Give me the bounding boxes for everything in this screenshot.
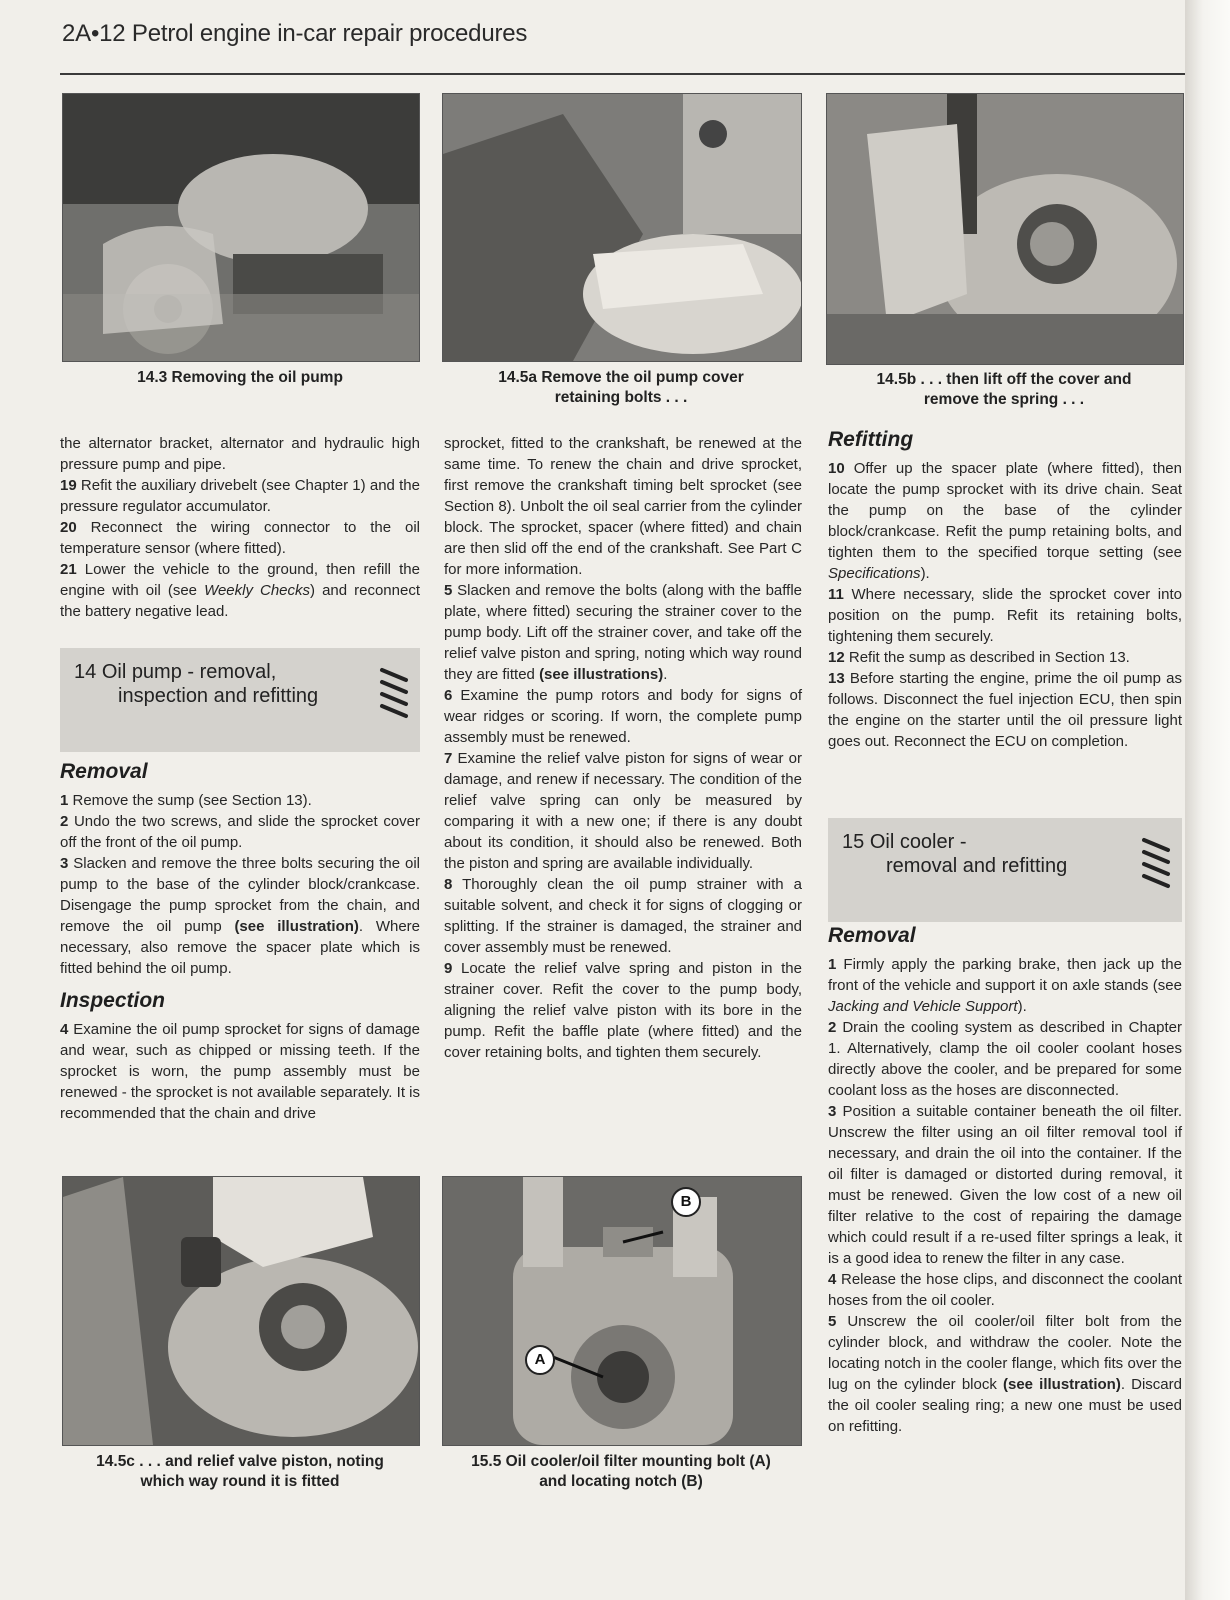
col3-paragraph-q5 (828, 1311, 1182, 1437)
step-text: Slacken and remove the three bolts securing the oil pump to the base of the cylinder block/crankcase. Disengage the pump sprocket from the chain, and remove the oil pump (60, 855, 420, 935)
step-text: Before starting the engine, prime the oil pump as follows. Disconnect the fuel injection ECU, then spin the engine on the starter until the oil pressure light goes out. Reconnect the ECU on completion. (828, 670, 1182, 750)
step-number: 4 (60, 1021, 69, 1038)
step-text: . Where necessary, also remove the spacer plate which is fitted behind the oil pump. (60, 918, 420, 977)
caption-14-3: 14.3 Removing the oil pump (137, 369, 343, 386)
photo-15-5 (442, 1176, 802, 1446)
step-number: 20 (60, 519, 77, 536)
photo-15-5-image (443, 1177, 801, 1445)
step-number: 19 (60, 477, 77, 494)
step-number: 10 (828, 460, 845, 477)
section-title: Oil cooler - (869, 831, 967, 853)
step-text: Unscrew the oil cooler/oil filter bolt from the cylinder block, and withdraw the cooler. Note the locating notch in the cooler flange, which fits over the lug on the cylinder block (828, 1313, 1182, 1393)
caption-14-5a (442, 368, 800, 408)
caption-14-5a-line1: 14.5a Remove the oil pump cover (498, 369, 744, 386)
step-number: 13 (828, 670, 845, 687)
col1-paragraph-1 (60, 790, 420, 811)
col3-paragraph-q4 (828, 1269, 1182, 1311)
caption-15-5 (442, 1452, 800, 1492)
removal-heading-15: Removal (828, 924, 916, 947)
caption-14-5a-line2: retaining bolts . . . (554, 389, 688, 406)
col3-paragraph-q3 (828, 1101, 1182, 1269)
col2-paragraph-6 (444, 685, 802, 748)
column-3-lower (828, 922, 1182, 1437)
difficulty-spanner-icon (1140, 832, 1172, 892)
section-15-heading (828, 818, 1182, 922)
section-14-title-line1 (74, 660, 406, 684)
step-text: Firmly apply the parking brake, then jack up the front of the vehicle and support it on axle stands (see (828, 956, 1182, 994)
step-number: 12 (828, 649, 845, 666)
step-text: ) and reconnect the battery negative lead. (60, 582, 421, 620)
step-text: . (663, 666, 668, 683)
column-3 (828, 426, 1182, 752)
step-text-italic: Weekly Checks (204, 582, 311, 599)
removal-heading: Removal (60, 760, 148, 783)
step-text: Examine the pump rotors and body for signs of wear ridges or scoring. If worn, the complete pump assembly must be renewed. (444, 687, 802, 746)
step-text: Release the hose clips, and disconnect the coolant hoses from the oil cooler. (828, 1271, 1182, 1309)
caption-14-5b (826, 370, 1182, 410)
col2-paragraph-5 (444, 580, 802, 685)
col1-paragraph-2 (60, 811, 420, 853)
illustration-reference: (see illustration) (1002, 1376, 1121, 1393)
step-text: Refit the sump as described in Section 13. (844, 649, 1130, 666)
col2-paragraph-8 (444, 874, 802, 958)
step-text: Reconnect the wiring connector to the oil temperature sensor (where fitted). (60, 519, 420, 557)
illustration-reference: (see illustrations) (539, 666, 664, 683)
difficulty-spanner-icon (378, 662, 410, 722)
callout-a: A (525, 1345, 555, 1375)
column-2 (444, 433, 802, 1063)
header-rule (60, 73, 1185, 75)
step-number: 6 (444, 687, 453, 704)
step-number: 9 (444, 960, 453, 977)
step-text: ). (1017, 998, 1027, 1015)
step-text: ). (920, 565, 930, 582)
caption-14-5b-line1: 14.5b . . . then lift off the cover and (876, 371, 1132, 388)
step-text: Remove the sump (see Section 13). (68, 792, 312, 809)
col3-paragraph-q1 (828, 954, 1182, 1017)
step-text: Locate the relief valve spring and piston in the strainer cover. Refit the cover to the pump body, aligning the relief valve piston with its bore in the pump. Refit the baffle plate (where fitted) and the cover retaining bolts, and tighten them securely. (444, 960, 802, 1061)
step-number: 5 (828, 1313, 837, 1330)
step-number: 2 (828, 1019, 837, 1036)
section-14-heading (60, 648, 420, 752)
step-text: Lower the vehicle to the ground, then refill the engine with oil (see (60, 561, 420, 599)
caption-14-5c-line1: 14.5c . . . and relief valve piston, noting (96, 1453, 384, 1470)
step-number: 21 (60, 561, 77, 578)
step-number: 5 (444, 582, 453, 599)
step-text: Thoroughly clean the oil pump strainer with a suitable solvent, and check it for signs of clogging or splitting. If the strainer is damaged, the strainer and cover assembly must be renewed. (444, 876, 802, 956)
col2-paragraph-9 (444, 958, 802, 1063)
step-number: 3 (828, 1103, 837, 1120)
photo-14-5c-image (63, 1177, 419, 1445)
photo-14-3-image (63, 94, 419, 361)
step-text: Slacken and remove the bolts (along with the baffle plate, where fitted) securing the strainer cover to the pump body. Lift off the strainer cover, and take off the relief valve piston and spring, noting which way round they are fitted (444, 582, 802, 683)
section-15-title-line1 (842, 830, 1168, 854)
section-14-title-line2: inspection and refitting (118, 685, 319, 707)
step-text: Drain the cooling system as described in Chapter 1. Alternatively, clamp the oil cooler coolant hoses directly above the cooler, and be prepared for some coolant loss as the hoses are disconnected. (828, 1019, 1182, 1099)
col1-paragraph-20 (60, 517, 420, 559)
photo-14-3 (62, 93, 420, 362)
illustration-reference: (see illustration) (234, 918, 359, 935)
step-text: Examine the oil pump sprocket for signs of damage and wear, such as chipped or missing teeth. If the sprocket is worn, the pump assembly must be renewed - the sprocket is not available separately. It is recommended that the chain and drive (60, 1021, 420, 1122)
col3-paragraph-q2 (828, 1017, 1182, 1101)
step-number: 7 (444, 750, 453, 767)
section-title: Oil pump - removal, (101, 661, 277, 683)
col1-paragraph-cont: the alternator bracket, alternator and hydraulic high pressure pump and pipe. (60, 435, 420, 473)
col3-paragraph-13 (828, 668, 1182, 752)
caption-15-5-line1: 15.5 Oil cooler/oil filter mounting bolt (A) (471, 1453, 771, 1470)
step-text: Examine the relief valve piston for signs of wear or damage, and renew if necessary. The condition of the relief valve spring can only be measured by comparing it with a new one; if there is any doubt about its condition, it should also be renewed. Both the piston and spring are available individually. (444, 750, 802, 872)
photo-14-5b (826, 93, 1184, 365)
section-15-title-line2: removal and refitting (886, 855, 1068, 877)
inspection-heading: Inspection (60, 989, 166, 1012)
photo-14-5b-image (827, 94, 1183, 364)
col3-paragraph-10 (828, 458, 1182, 584)
photo-14-5c (62, 1176, 420, 1446)
step-number: 11 (828, 586, 844, 603)
col1-paragraph-19 (60, 475, 420, 517)
col2-paragraph-cont: sprocket, fitted to the crankshaft, be renewed at the same time. To renew the chain and drive sprocket, first remove the crankshaft timing belt sprocket (see Section 8). Unbolt the oil seal carrier from the cylinder block. The sprocket, spacer (where fitted) and chain are then slid off the end of the crankshaft. See Part C for more information. (444, 435, 802, 578)
col1-paragraph-3 (60, 853, 420, 979)
step-number: 3 (60, 855, 69, 872)
step-text: Position a suitable container beneath the oil filter. Unscrew the filter using an oil filter removal tool if necessary, and drain the oil into the container. If the oil filter is damaged or distorted during removal, it must be renewed. Given the low cost of a new oil filter relative to the cost of repairing the damage which could result if a re-used filter springs a leak, it is a good idea to renew the filter in any case. (828, 1103, 1182, 1267)
column-1 (60, 433, 420, 622)
col3-paragraph-12 (828, 647, 1182, 668)
step-text: Where necessary, slide the sprocket cover into position on the pump. Refit its retaining bolts, tightening them securely. (828, 586, 1182, 645)
callout-b: B (671, 1187, 701, 1217)
page-header: 2A•12 Petrol engine in-car repair procedures (62, 20, 528, 47)
step-text-italic: Jacking and Vehicle Support (828, 998, 1018, 1015)
caption-15-5-line2: and locating notch (B) (539, 1473, 703, 1490)
section-number: 14 (74, 661, 97, 683)
photo-14-5a-image (443, 94, 801, 361)
section-number: 15 (842, 831, 865, 853)
step-number: 2 (60, 813, 69, 830)
col1-paragraph-21 (60, 559, 420, 622)
step-text: Refit the auxiliary drivebelt (see Chapter 1) and the pressure regulator accumulator. (60, 477, 420, 515)
step-text: Offer up the spacer plate (where fitted), then locate the pump sprocket with its drive chain. Seat the pump on the base of the cylinder block/crankcase. Refit the pump retaining bolts, and tighten them to the specified torque setting (see (828, 460, 1182, 561)
col2-paragraph-7 (444, 748, 802, 874)
step-number: 1 (60, 792, 69, 809)
page-edge (1185, 0, 1230, 1600)
step-number: 1 (828, 956, 837, 973)
col1-paragraph-4 (60, 1019, 420, 1124)
step-text: . Discard the oil cooler sealing ring; a new one must be used on refitting. (828, 1376, 1182, 1435)
step-text-italic: Specifications (828, 565, 921, 582)
caption-14-5b-line2: remove the spring . . . (923, 391, 1085, 408)
col3-paragraph-11 (828, 584, 1182, 647)
refitting-heading: Refitting (828, 428, 914, 451)
step-number: 8 (444, 876, 453, 893)
step-number: 4 (828, 1271, 837, 1288)
caption-14-5c (62, 1452, 418, 1492)
caption-14-5c-line2: which way round it is fitted (140, 1473, 340, 1490)
column-1-lower (60, 750, 420, 1124)
photo-14-5a (442, 93, 802, 362)
step-text: Undo the two screws, and slide the sprocket cover off the front of the oil pump. (60, 813, 420, 851)
